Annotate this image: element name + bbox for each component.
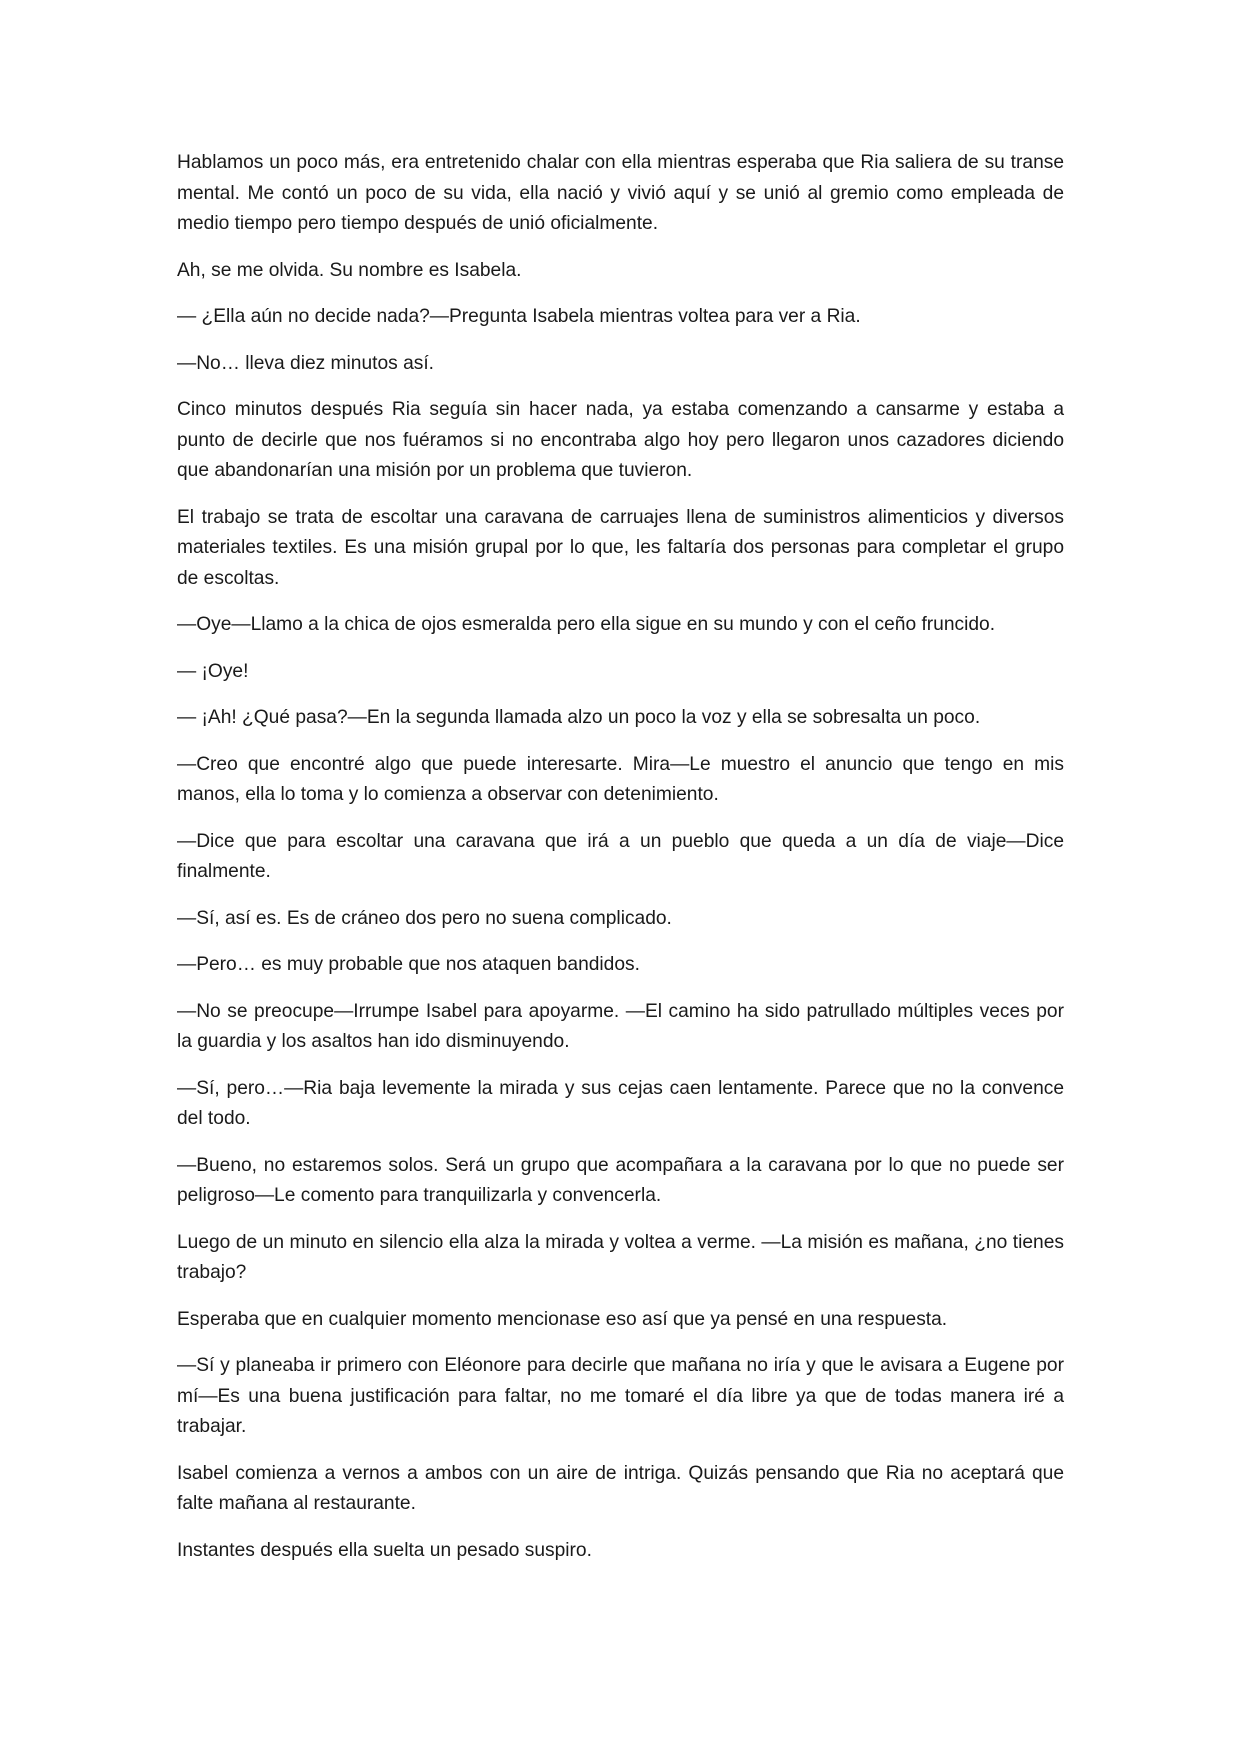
paragraph: Luego de un minuto en silencio ella alza la mirada y voltea a verme. —La misión es mañana, ¿no tienes trabajo? <box>177 1231 1064 1283</box>
paragraph: El trabajo se trata de escoltar una caravana de carruajes llena de suministros alimenticios y diversos materiales textiles. Es una misión grupal por lo que, les faltaría dos personas para completar el grupo de escoltas. <box>177 506 1064 589</box>
paragraph: — ¿Ella aún no decide nada?—Pregunta Isabela mientras voltea para ver a Ria. <box>177 306 861 327</box>
paragraph: Cinco minutos después Ria seguía sin hacer nada, ya estaba comenzando a cansarme y estaba a punto de decirle que nos fuéramos si no encontraba algo hoy pero llegaron unos cazadores diciendo que abandonarían una misión por un problema que tuvieron. <box>177 399 1064 481</box>
paragraph: —No se preocupe—Irrumpe Isabel para apoyarme. —El camino ha sido patrullado múltiples veces por la guardia y los asaltos han ido disminuyendo. <box>177 1000 1064 1052</box>
paragraph: —Sí, pero…—Ria baja levemente la mirada y sus cejas caen lentamente. Parece que no la convence del todo. <box>177 1077 1064 1129</box>
paragraph: — ¡Ah! ¿Qué pasa?—En la segunda llamada alzo un poco la voz y ella se sobresalta un poco. <box>177 707 981 728</box>
paragraph: —Oye—Llamo a la chica de ojos esmeralda pero ella sigue en su mundo y con el ceño fruncido. <box>177 614 996 635</box>
paragraph: Esperaba que en cualquier momento mencionase eso así que ya pensé en una respuesta. <box>177 1308 948 1330</box>
paragraph: —Dice que para escoltar una caravana que irá a un pueblo que queda a un día de viaje—Dice finalmente. <box>177 830 1064 882</box>
paragraph: —Creo que encontré algo que puede interesarte. Mira—Le muestro el anuncio que tengo en mis manos, ella lo toma y lo comienza a observar con detenimiento. <box>177 753 1064 805</box>
paragraph: —Bueno, no estaremos solos. Será un grupo que acompañara a la caravana por lo que no puede ser peligroso—Le comento para tranquilizarla y convencerla. <box>177 1154 1064 1206</box>
paragraph: —Sí, así es. Es de cráneo dos pero no suena complicado. <box>177 907 672 929</box>
paragraph: Ah, se me olvida. Su nombre es Isabela. <box>177 259 522 281</box>
paragraph: —Pero… es muy probable que nos ataquen bandidos. <box>177 954 640 975</box>
paragraph: —No… lleva diez minutos así. <box>177 352 434 374</box>
paragraph: Instantes después ella suelta un pesado suspiro. <box>177 1539 592 1561</box>
document-body <box>177 148 1064 1582</box>
paragraph: — ¡Oye! <box>177 660 249 682</box>
paragraph: Hablamos un poco más, era entretenido chalar con ella mientras esperaba que Ria saliera de su transe mental. Me contó un poco de su vida, ella nació y vivió aquí y se unió al gremio como empleada de medio tiempo pero tiempo después de unió oficialmente. <box>177 152 1064 234</box>
paragraph: —Sí y planeaba ir primero con Eléonore para decirle que mañana no iría y que le avisara a Eugene por mí—Es una buena justificación para faltar, no me tomaré el día libre ya que de todas manera iré a trabajar. <box>177 1355 1064 1437</box>
paragraph: Isabel comienza a vernos a ambos con un aire de intriga. Quizás pensando que Ria no aceptará que falte mañana al restaurante. <box>177 1462 1064 1514</box>
